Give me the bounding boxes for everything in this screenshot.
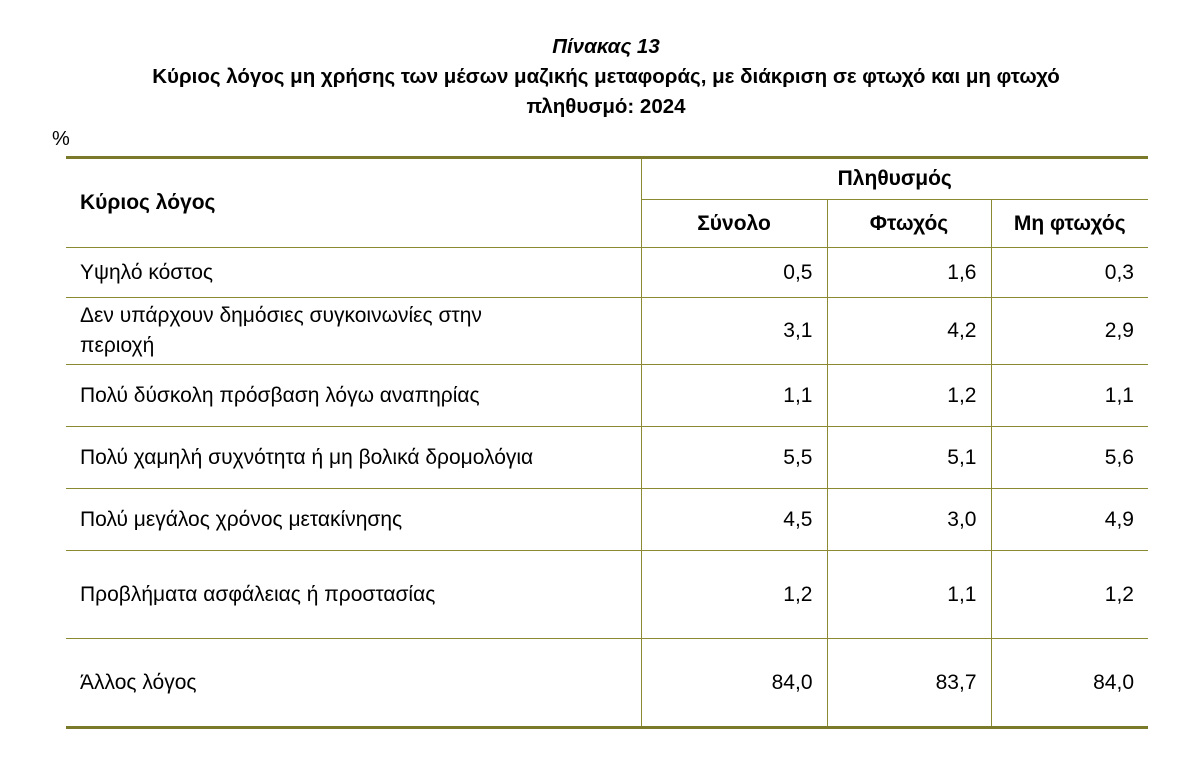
reason-cell: Πολύ χαμηλή συχνότητα ή μη βολικά δρομολόγια (66, 427, 641, 489)
table-row (66, 365, 1148, 427)
column-header-total: Σύνολο (641, 200, 827, 248)
poor-cell: 4,2 (827, 298, 991, 365)
reason-cell: Πολύ μεγάλος χρόνος μετακίνησης (66, 489, 641, 551)
total-cell: 5,5 (641, 427, 827, 489)
table-title (60, 32, 1152, 122)
poor-cell: 1,2 (827, 365, 991, 427)
reason-cell: Υψηλό κόστος (66, 248, 641, 298)
column-header-poor: Φτωχός (827, 200, 991, 248)
non-poor-cell: 0,3 (991, 248, 1148, 298)
total-cell: 1,2 (641, 551, 827, 639)
total-cell: 3,1 (641, 298, 827, 365)
reason-text: Δεν υπάρχουν δημόσιες συγκοινωνίες στην περιοχή (80, 304, 482, 357)
total-cell: 84,0 (641, 639, 827, 728)
reason-cell (66, 298, 641, 365)
poor-cell: 5,1 (827, 427, 991, 489)
table-number: Πίνακας 13 (552, 35, 660, 58)
table-title-line-1: Κύριος λόγος μη χρήσης των μέσων μαζικής μεταφοράς, με διάκριση σε φτωχό και μη φτωχό (152, 65, 1060, 88)
non-poor-cell: 5,6 (991, 427, 1148, 489)
table-title-line-2: πληθυσμό: 2024 (526, 95, 686, 118)
header-row-group (66, 158, 1148, 200)
reason-column-header: Κύριος λόγος (66, 158, 641, 248)
poor-cell: 3,0 (827, 489, 991, 551)
total-cell: 0,5 (641, 248, 827, 298)
statistics-table (66, 156, 1148, 729)
reason-cell: Προβλήματα ασφάλειας ή προστασίας (66, 551, 641, 639)
table-row (66, 639, 1148, 728)
reason-cell: Άλλος λόγος (66, 639, 641, 728)
poor-cell: 83,7 (827, 639, 991, 728)
non-poor-cell: 1,2 (991, 551, 1148, 639)
non-poor-cell: 84,0 (991, 639, 1148, 728)
table-row (66, 298, 1148, 365)
non-poor-cell: 4,9 (991, 489, 1148, 551)
poor-cell: 1,6 (827, 248, 991, 298)
table-row (66, 248, 1148, 298)
table-row (66, 551, 1148, 639)
non-poor-cell: 1,1 (991, 365, 1148, 427)
table-row (66, 489, 1148, 551)
reason-cell: Πολύ δύσκολη πρόσβαση λόγω αναπηρίας (66, 365, 641, 427)
table-row (66, 427, 1148, 489)
poor-cell: 1,1 (827, 551, 991, 639)
non-poor-cell: 2,9 (991, 298, 1148, 365)
total-cell: 1,1 (641, 365, 827, 427)
unit-label: % (52, 128, 70, 150)
total-cell: 4,5 (641, 489, 827, 551)
column-header-non-poor: Μη φτωχός (991, 200, 1148, 248)
population-group-header: Πληθυσμός (641, 158, 1148, 200)
